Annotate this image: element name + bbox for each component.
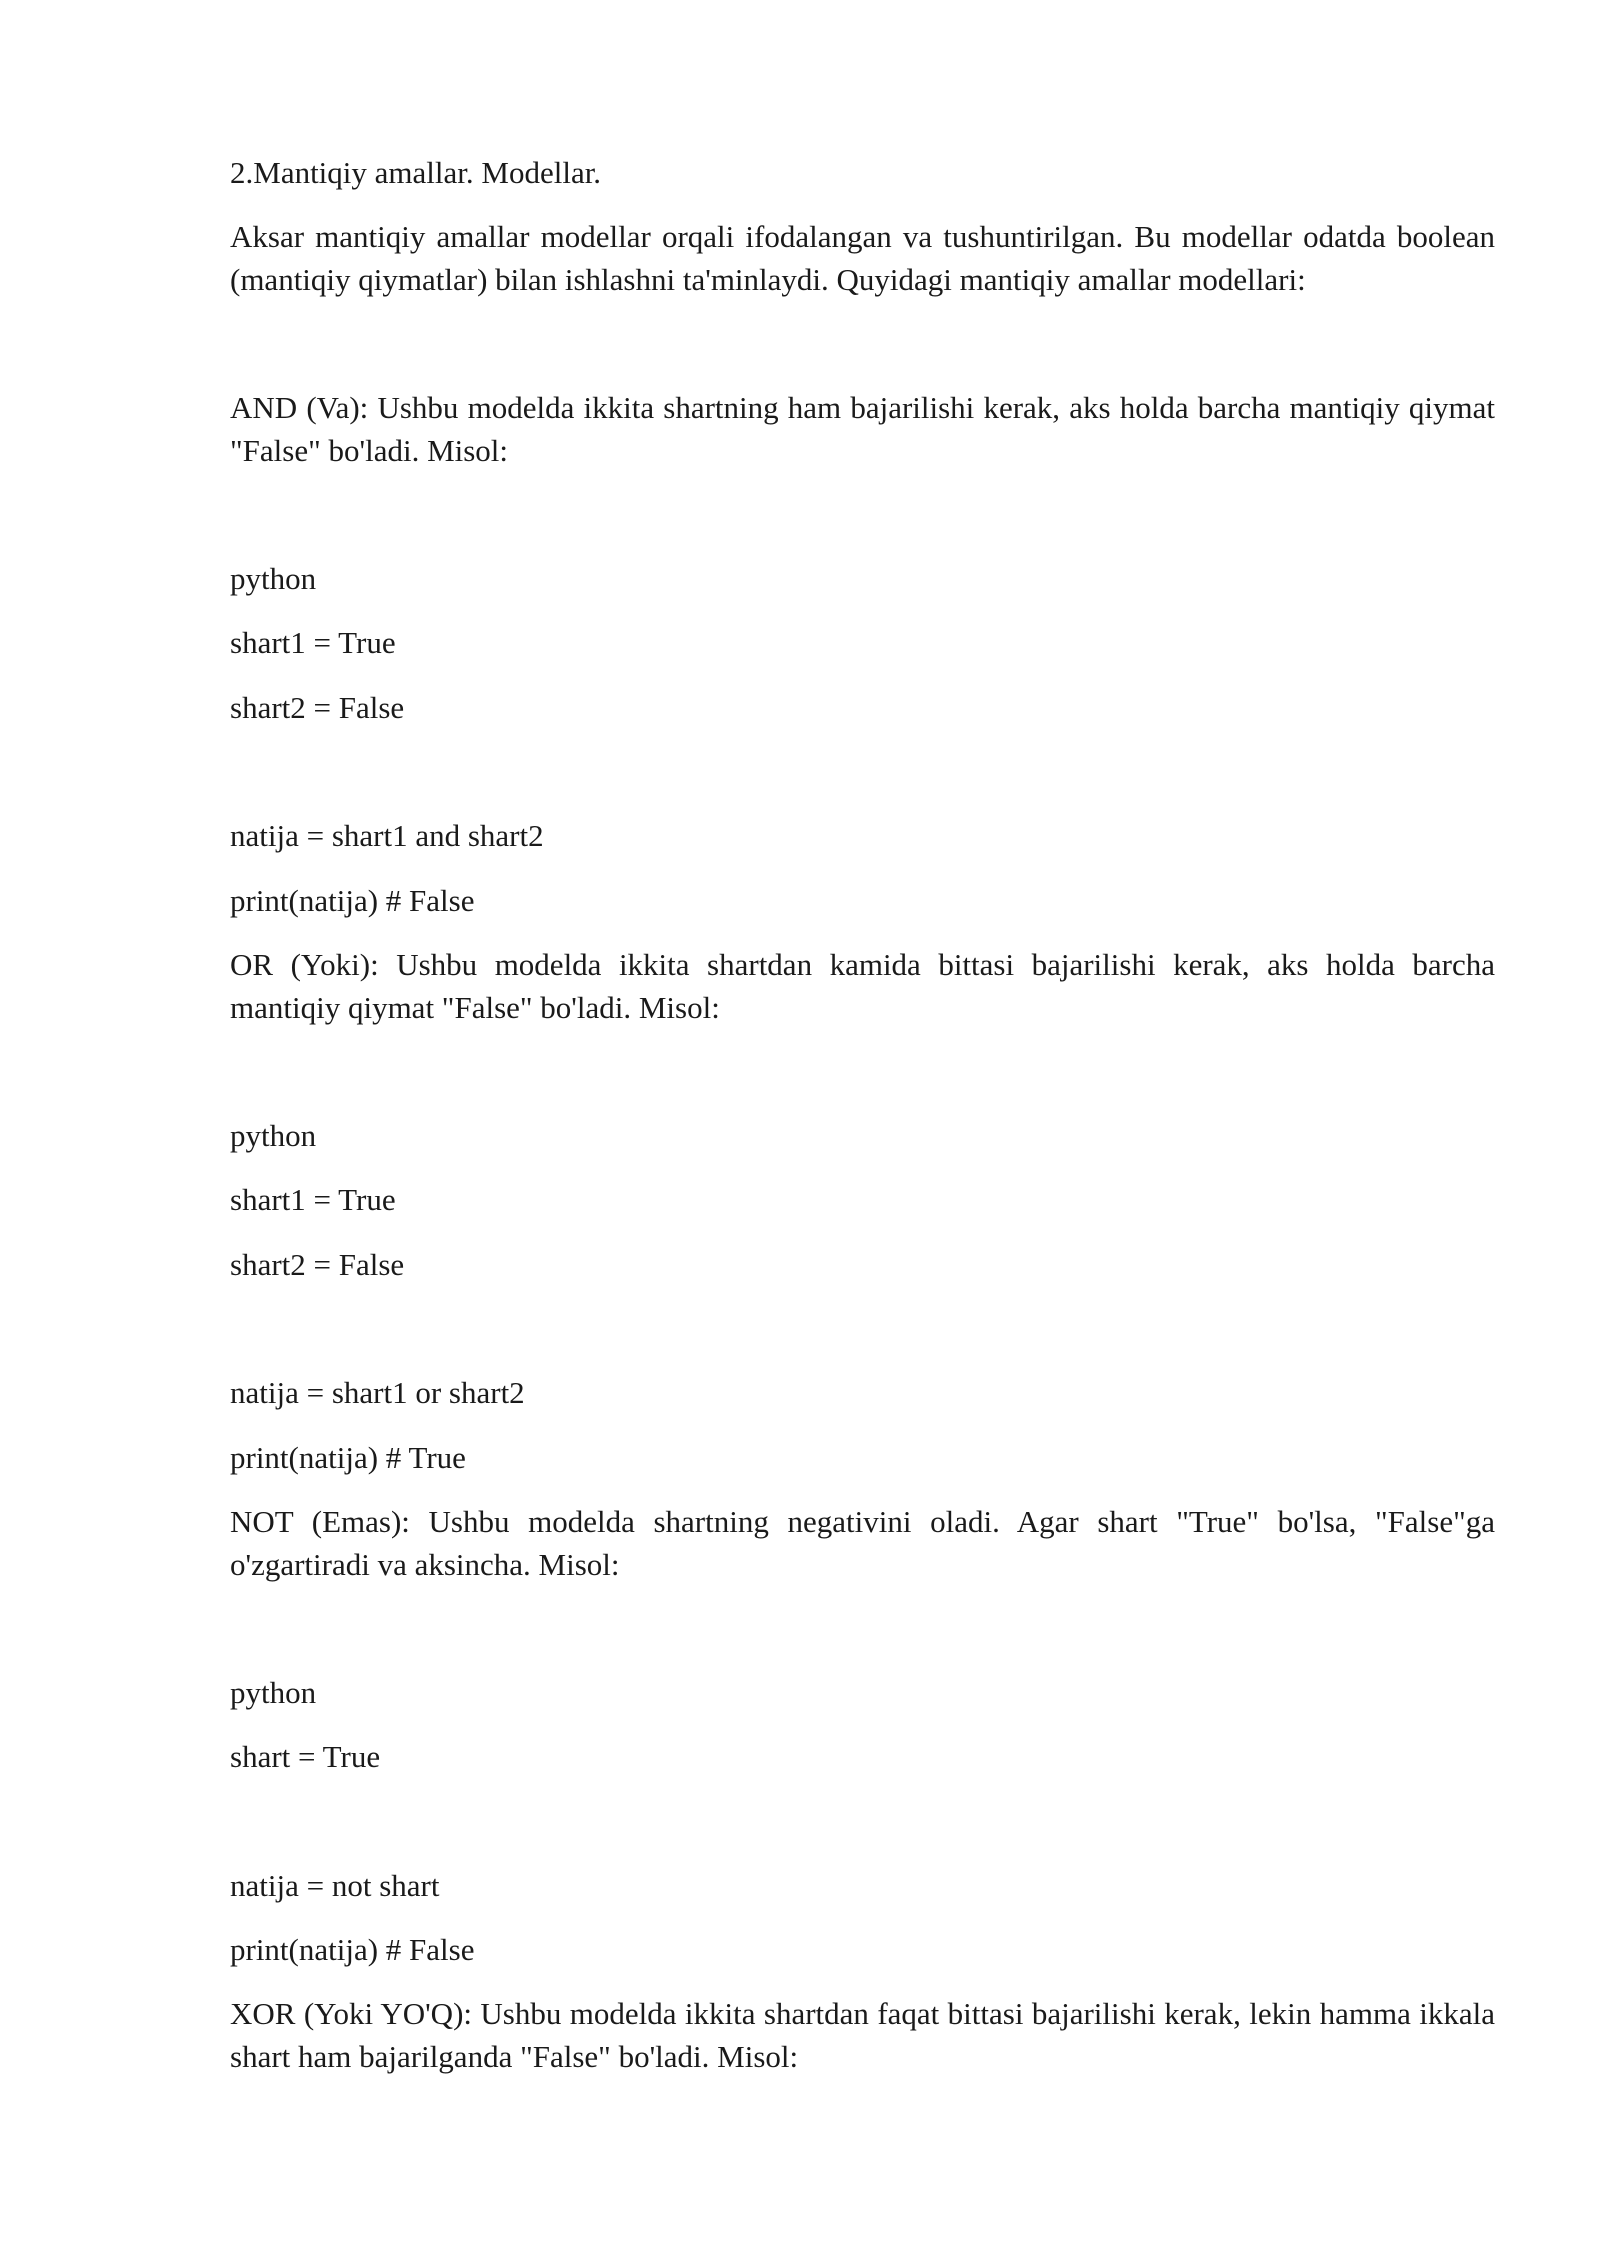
code-line: print(natija) # True (230, 1440, 466, 1475)
code-line: python (230, 561, 317, 596)
page-heading: 2.Mantiqiy amallar. Modellar. (230, 155, 602, 190)
code-line: python (230, 1675, 317, 1710)
xor-description: XOR (Yoki YO'Q): Ushbu modelda ikkita shartdan faqat bittasi bajarilishi kerak, lekin hamma ikkala shart ham bajarilganda "False" bo'ladi. Misol: (230, 1996, 1495, 2074)
or-description: OR (Yoki): Ushbu modelda ikkita shartdan kamida bittasi bajarilishi kerak, aks holda barcha mantiqiy qiymat "False" bo'ladi. Misol: (230, 947, 1495, 1025)
intro-paragraph: Aksar mantiqiy amallar modellar orqali ifodalangan va tushuntirilgan. Bu modellar odatda boolean (mantiqiy qiymatlar) bilan ishlashni ta'minlaydi. Quyidagi mantiqiy amallar modellari: (230, 219, 1495, 297)
code-line: shart1 = True (230, 1182, 396, 1217)
code-line: natija = shart1 and shart2 (230, 818, 544, 853)
code-line: shart = True (230, 1739, 381, 1774)
code-line: print(natija) # False (230, 883, 475, 918)
code-line: print(natija) # False (230, 1932, 475, 1967)
not-description: NOT (Emas): Ushbu modelda shartning negativini oladi. Agar shart "True" bo'lsa, "False"ga o'zgartiradi va aksincha. Misol: (230, 1504, 1495, 1582)
code-line: natija = shart1 or shart2 (230, 1375, 525, 1410)
code-line: shart2 = False (230, 1247, 405, 1282)
code-line: shart1 = True (230, 625, 396, 660)
code-line: shart2 = False (230, 690, 405, 725)
code-line: python (230, 1118, 317, 1153)
and-description: AND (Va): Ushbu modelda ikkita shartning ham bajarilishi kerak, aks holda barcha mantiqiy qiymat "False" bo'ladi. Misol: (230, 390, 1495, 468)
code-line: natija = not shart (230, 1868, 440, 1903)
